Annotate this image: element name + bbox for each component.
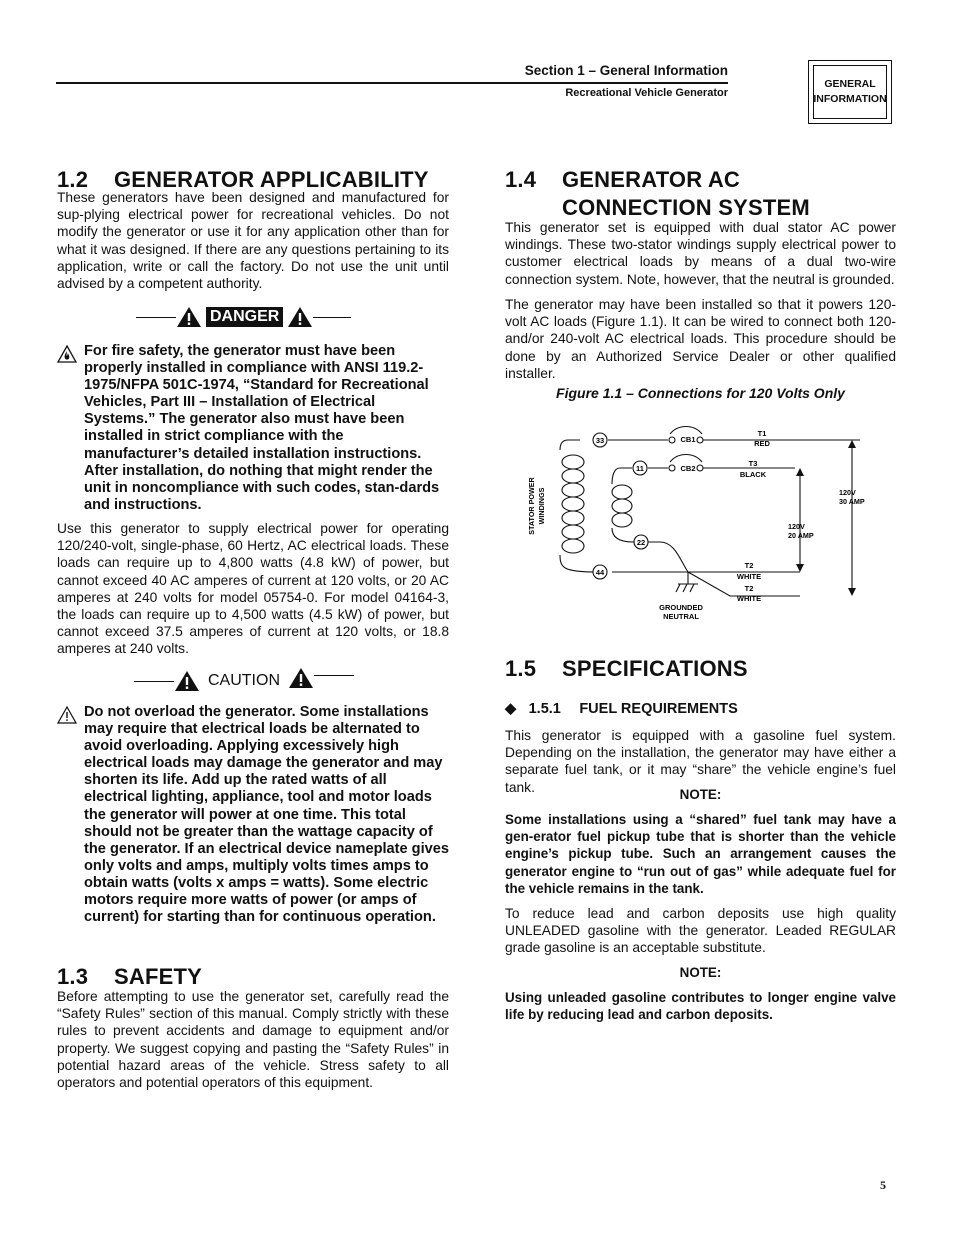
terminal-11 (633, 461, 647, 475)
note-text: Some installations using a “shared” fuel tank may have a gen-erator fuel pickup tube that is shorter than the vehicle engine’s pickup tube. Such an arrangement causes the generator engine to “run out of gas” while adequate fuel for the vehicle remains in the tank. (505, 812, 896, 896)
badge-line-1: GENERAL (824, 78, 876, 90)
section-badge (808, 60, 892, 124)
paragraph: These generators have been designed and manufactured for sup-plying electrical power for recreational vehicles. Do not modify the generator or use it for any application other than for what it was designed. If there are any questions pertaining to its application, write or call the factory. Do not use the unit until advised by a competent authority. (57, 190, 449, 292)
section-1-2-paragraph-1 (57, 189, 449, 292)
paragraph: The generator may have been installed so that it powers 120-volt AC loads (Figure 1.1). It can be wired to connect both 120- and/or 240-volt AC electrical loads. This procedure should be done by an Authorized Service Dealer or other qualified installer. (505, 297, 896, 381)
20amp-current-label: 20 AMP (788, 531, 814, 540)
page-number: 5 (880, 1178, 886, 1192)
stator-coil-outer (562, 455, 584, 553)
section-title: SAFETY (114, 964, 202, 989)
section-1-4-paragraph-1 (505, 219, 896, 288)
note-text: Using unleaded gasoline contributes to longer engine valve life by reducing lead and carbon deposits. (505, 990, 896, 1023)
subsection-title: FUEL REQUIREMENTS (579, 701, 738, 717)
wiring-diagram (520, 420, 880, 630)
section-title-line-2: CONNECTION SYSTEM (562, 195, 810, 220)
caution-text: Do not overload the generator. Some installations may require that electrical loads be alternated to avoid overloading. Applying excessively high electrical loads may damage the generator and may shorten its life. Add up the rated watts of all electrical lighting, appliance, tool and motor loads the generator will power at one time. This total should not be greater than the wattage capacity of the generator. If an electrical device nameplate gives only volts and amps, multiply volts times amps to obtain watts (volts x amps = watts). Some electric motors require more watts of power (or amps of current) for starting than for continuous operation. (84, 704, 450, 926)
danger-warning-block (57, 343, 449, 518)
section-1-4-paragraph-2 (505, 296, 896, 382)
section-title: SPECIFICATIONS (562, 656, 748, 681)
stator-label-line-1: STATOR POWER (527, 477, 536, 535)
section-1-2-paragraph-2 (57, 520, 449, 658)
paragraph: To reduce lead and carbon deposits use high quality UNLEADED gasoline with the generator. Leaded REGULAR grade gasoline is an acceptable substitute. (505, 906, 896, 956)
t3-color-label: BLACK (739, 470, 767, 479)
paragraph: This generator is equipped with a gasoline fuel system. Depending on the installation, the generator may have either a separate fuel tank, or it may “share” the vehicle engine’s fuel tank. (505, 728, 896, 795)
danger-text: For fire safety, the generator must have been properly installed in compliance with ANSI 119.2-1975/NFPA 501C-1974, “Standard for Recreational Vehicles, Part III – Installation of Electrical Systems.” The generator also must have been installed in strict compliance with the manufacturer’s detailed installation instructions. After installation, do nothing that might render the unit in noncompliance with such codes, stan-dards and instructions. (84, 343, 440, 513)
section-number: 1.5 (505, 656, 537, 681)
paragraph: Use this generator to supply electrical power for operating 120/240-volt, single-phase, 60 Hertz, AC electrical loads. These loads can require up to 4,800 watts (4.8 kW) of power, but cannot exceed 40 AC amperes of current at 120 volts, or 20 AC amperes at 240 volts for model 05754-0. For model 04164-3, the loads can require up to 4,500 watts (4.5 kW) of power, but cannot exceed 37.5 amperes of current at 120 volts, or 18.8 amperes at 240 volts. (57, 521, 449, 657)
section-number: 1.4 (505, 167, 537, 192)
fire-hazard-icon (57, 345, 77, 363)
note-label: NOTE: (679, 965, 722, 980)
figure-caption-text: Figure 1.1 – Connections for 120 Volts Only (556, 385, 845, 401)
warning-triangle-icon (176, 306, 202, 328)
section-1-3-heading (57, 963, 449, 991)
terminal-33 (593, 433, 607, 447)
terminal-22 (634, 535, 648, 549)
section-number: 1.3 (57, 964, 89, 989)
warning-triangle-icon (287, 306, 313, 328)
warning-triangle-icon (174, 670, 200, 692)
20amp-voltage-label: 120V (788, 522, 805, 531)
danger-banner (136, 306, 351, 328)
banner-line-left (134, 681, 174, 682)
section-title-line-1: GENERATOR AC (562, 167, 741, 192)
section-number: 1.2 (57, 167, 89, 192)
wire-11-lead (612, 468, 632, 484)
note-1-text (505, 811, 896, 897)
t2-upper-label: T2 (744, 561, 754, 570)
terminal-22-label: 22 (636, 538, 646, 547)
terminal-33-label: 33 (595, 436, 605, 445)
banner-line-right (313, 317, 351, 318)
header-rule (56, 82, 728, 84)
warning-triangle-icon (288, 667, 314, 689)
wire-33-lead (560, 440, 580, 450)
terminal-44 (593, 565, 607, 579)
subsection-1-5-1-heading (505, 700, 738, 718)
terminal-11-label: 11 (636, 464, 644, 473)
caution-triangle-icon (57, 706, 77, 724)
cb2-label: CB2 (680, 464, 696, 473)
figure-caption (505, 385, 896, 403)
t2-upper-color-label: WHITE (736, 572, 762, 581)
paragraph: This generator set is equipped with dual stator AC power windings. These two-stator windings supply electrical power to customer electrical loads by means of a dual two-wire connection system. Note, however, that the neutral is grounded. (505, 220, 896, 287)
t2-lower-color-label: WHITE (736, 594, 762, 603)
cb1-label: CB1 (680, 435, 696, 444)
caution-banner (134, 670, 354, 692)
paragraph: Before attempting to use the generator set, carefully read the “Safety Rules” section of this manual. Comply strictly with these rules to prevent accidents and damage to equipment and/or property. We suggest copying and pasting the “Safety Rules” in potential hazard areas of the vehicle. Stress safety to all operators and potential operators of this equipment. (57, 989, 449, 1091)
note-label: NOTE: (679, 787, 722, 802)
diamond-bullet-icon: ◆ (505, 701, 517, 717)
30amp-voltage-label: 120V (839, 488, 856, 497)
section-1-4-heading (505, 166, 896, 222)
grounded-label: GROUNDED (659, 603, 703, 612)
30amp-current-label: 30 AMP (839, 497, 865, 506)
stator-label-line-2: WINDINGS (537, 487, 546, 525)
banner-line-right (314, 675, 354, 676)
stator-coil-inner (612, 485, 632, 527)
section-1-5-paragraph-2 (505, 905, 896, 957)
t2-lower-label: T2 (744, 584, 754, 593)
t1-label: T1 (757, 429, 767, 438)
note-2-text (505, 989, 896, 1023)
wire-44-lead (560, 555, 596, 572)
t1-color-label: RED (754, 439, 770, 448)
ground-symbol-icon (676, 584, 698, 592)
neutral-label: NEUTRAL (663, 612, 699, 621)
caution-warning-block (57, 704, 449, 944)
section-1-3-paragraph (57, 988, 449, 1091)
note-2-label (505, 964, 896, 982)
header-section-title: Section 1 – General Information (524, 63, 728, 78)
section-title: GENERATOR APPLICABILITY (114, 167, 429, 192)
wire-22-lead (612, 528, 633, 542)
badge-line-2: INFORMATION (813, 93, 887, 105)
banner-line-left (136, 317, 176, 318)
arrowheads (796, 440, 856, 596)
section-1-5-heading (505, 655, 896, 683)
header-subtitle: Recreational Vehicle Generator (565, 87, 728, 99)
t3-label: T3 (748, 459, 758, 468)
terminal-44-label: 44 (595, 568, 605, 577)
caution-label: CAUTION (208, 672, 280, 689)
danger-label: DANGER (206, 307, 283, 327)
subsection-number: 1.5.1 (528, 701, 561, 717)
note-1-label (505, 786, 896, 804)
